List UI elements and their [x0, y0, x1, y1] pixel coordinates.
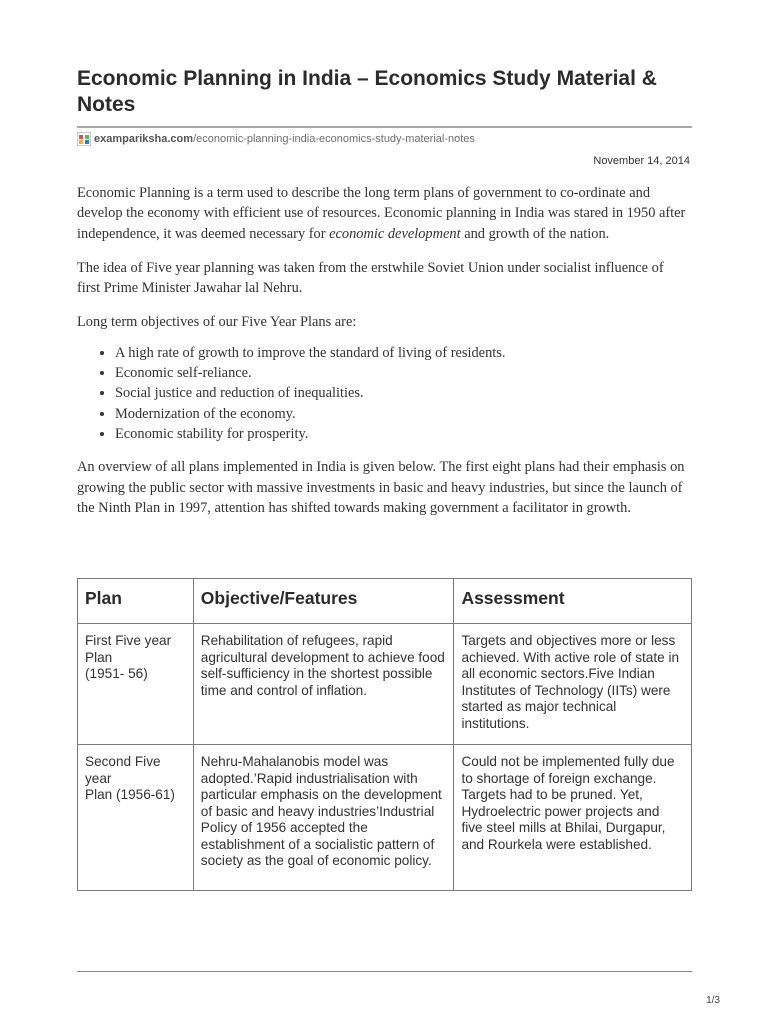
intro-paragraph [77, 183, 687, 244]
cell-plan: Second Five year Plan (1956-61) [78, 745, 194, 891]
publish-date: November 14, 2014 [593, 155, 690, 167]
objectives-intro: Long term objectives of our Five Year Plans are: [77, 314, 357, 331]
title-divider [77, 126, 692, 128]
page-number: 1/3 [706, 995, 720, 1006]
objectives-list [77, 343, 687, 444]
table-row [78, 745, 692, 891]
table-row [78, 624, 692, 745]
cell-assessment: Could not be implemented fully due to shortage of foreign exchange. Targets had to be pruned. Yet, Hydroelectric power projects and five steel mills at Bhilai, Durgapur, and Rourkela were established. [454, 745, 692, 891]
article-body [77, 183, 687, 532]
overview-paragraph: An overview of all plans implemented in India is given below. The first eight plans had their emphasis on growing the public sector with massive investments in basic and heavy industries, but since the launch of the Ninth Plan in 1997, attention has shifted towards making government a facilitator in growth. [77, 459, 685, 516]
list-item: • Economic stability for prosperity. [115, 424, 687, 444]
page-title: Economic Planning in India – Economics Study Material & Notes [77, 67, 657, 116]
list-item: • Economic self-reliance. [115, 363, 687, 383]
list-item: • Social justice and reduction of inequalities. [115, 383, 687, 403]
favicon-icon [77, 132, 91, 146]
cell-objective: Nehru-Mahalanobis model was adopted.’Rapid industrialisation with particular emphasis on the development of basic and heavy industries’Industrial Policy of 1956 accepted the establishment of a socialistic pattern of society as the goal of economic policy. [193, 745, 454, 891]
table-header-row [78, 579, 692, 624]
intro-text: Economic Planning is a term used to describe the long term plans of government to co-ordinate and develop the economy with efficient use of resources. Economic planning in India was stared in 1950 after independence, it was deemed necessary for [77, 185, 686, 242]
cell-objective: Rehabilitation of refugees, rapid agricultural development to achieve food self-sufficiency in the shortest possible time and control of inflation. [193, 624, 454, 745]
intro-text-end: and growth of the nation. [460, 225, 610, 242]
header-objective: Objective/Features [193, 579, 454, 624]
cell-plan: First Five year Plan (1951- 56) [78, 624, 194, 745]
source-path[interactable]: /economic-planning-india-economics-study-material-notes [193, 133, 475, 145]
source-domain[interactable]: exampariksha.com [94, 133, 194, 145]
intro-emphasis: economic development [329, 225, 461, 242]
cell-assessment: Targets and objectives more or less achieved. With active role of state in all economic sectors.Five Indian Institutes of Technology (IITs) were started as major technical institutions. [454, 624, 692, 745]
header-plan: Plan [78, 579, 194, 624]
list-item: • A high rate of growth to improve the standard of living of residents. [115, 343, 687, 363]
plans-table [77, 578, 692, 891]
source-url[interactable] [77, 132, 475, 146]
list-item: • Modernization of the economy. [115, 404, 687, 424]
header-assessment: Assessment [454, 579, 692, 624]
footer-divider [77, 971, 692, 972]
soviet-paragraph: The idea of Five year planning was taken from the erstwhile Soviet Union under socialist influence of first Prime Minister Jawahar lal Nehru. [77, 259, 664, 297]
